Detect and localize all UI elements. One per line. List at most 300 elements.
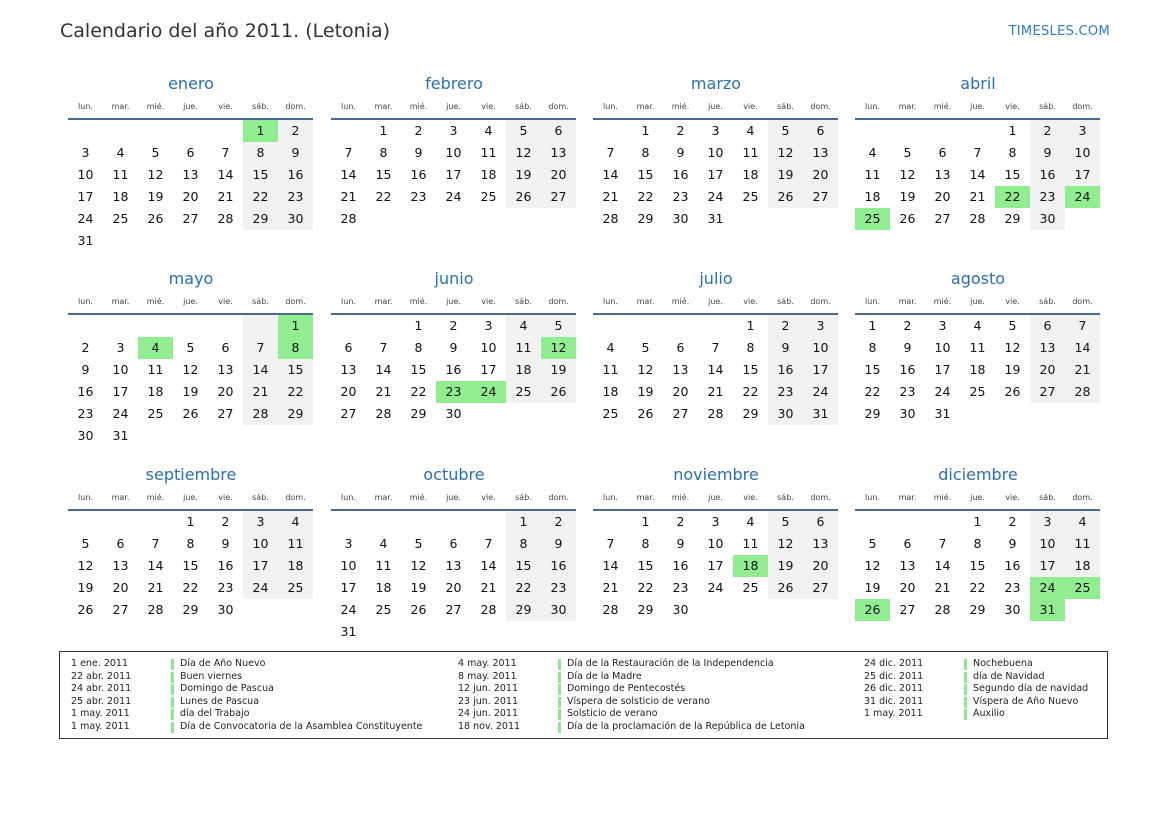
day-cell[interactable]: 9 xyxy=(903,340,912,355)
day-cell[interactable]: 26 xyxy=(147,211,164,226)
day-cell[interactable]: 20 xyxy=(340,384,357,399)
day-cell[interactable]: 23 xyxy=(217,580,234,595)
day-cell[interactable]: 24 xyxy=(340,602,357,617)
day-cell[interactable]: 23 xyxy=(541,577,576,599)
day-cell[interactable]: 23 xyxy=(410,189,427,204)
day-cell[interactable]: 12 xyxy=(541,337,576,359)
day-cell[interactable]: 6 xyxy=(803,511,838,533)
day-cell[interactable]: 5 xyxy=(506,120,541,142)
day-cell[interactable]: 1 xyxy=(641,123,650,138)
day-cell[interactable]: 16 xyxy=(445,362,462,377)
day-cell[interactable]: 25 xyxy=(278,577,313,599)
day-cell[interactable]: 24 xyxy=(77,211,94,226)
day-cell[interactable]: 14 xyxy=(602,167,619,182)
day-cell[interactable]: 29 xyxy=(637,602,654,617)
day-cell[interactable]: 17 xyxy=(77,189,94,204)
day-cell[interactable]: 6 xyxy=(449,536,458,551)
day-cell[interactable]: 8 xyxy=(379,145,388,160)
day-cell[interactable]: 28 xyxy=(147,602,164,617)
day-cell[interactable]: 29 xyxy=(637,211,654,226)
day-cell[interactable]: 14 xyxy=(243,359,278,381)
day-cell[interactable]: 25 xyxy=(506,381,541,403)
day-cell[interactable]: 22 xyxy=(506,577,541,599)
day-cell[interactable]: 10 xyxy=(340,558,357,573)
day-cell[interactable]: 26 xyxy=(899,211,916,226)
day-cell[interactable]: 27 xyxy=(803,186,838,208)
day-cell[interactable]: 5 xyxy=(903,145,912,160)
day-cell[interactable]: 30 xyxy=(541,599,576,621)
day-cell[interactable]: 16 xyxy=(217,558,234,573)
day-cell[interactable]: 24 xyxy=(445,189,462,204)
day-cell[interactable]: 27 xyxy=(1030,381,1065,403)
day-cell[interactable]: 5 xyxy=(186,340,195,355)
day-cell[interactable]: 23 xyxy=(899,384,916,399)
day-cell[interactable]: 5 xyxy=(414,536,423,551)
day-cell[interactable]: 25 xyxy=(112,211,129,226)
day-cell[interactable]: 24 xyxy=(803,381,838,403)
day-cell[interactable]: 23 xyxy=(672,189,689,204)
day-cell[interactable]: 3 xyxy=(484,318,493,333)
day-cell[interactable]: 1 xyxy=(868,318,877,333)
day-cell[interactable]: 26 xyxy=(182,406,199,421)
day-cell[interactable]: 28 xyxy=(707,406,724,421)
day-cell[interactable]: 29 xyxy=(742,406,759,421)
day-cell[interactable]: 22 xyxy=(375,189,392,204)
day-cell[interactable]: 7 xyxy=(151,536,160,551)
day-cell[interactable]: 3 xyxy=(1030,511,1065,533)
day-cell[interactable]: 21 xyxy=(969,189,986,204)
day-cell[interactable]: 24 xyxy=(707,580,724,595)
day-cell[interactable]: 13 xyxy=(1030,337,1065,359)
day-cell[interactable]: 16 xyxy=(768,359,803,381)
day-cell[interactable]: 22 xyxy=(410,384,427,399)
day-cell[interactable]: 17 xyxy=(340,580,357,595)
day-cell[interactable]: 1 xyxy=(506,511,541,533)
day-cell[interactable]: 2 xyxy=(278,120,313,142)
day-cell[interactable]: 7 xyxy=(221,145,230,160)
day-cell[interactable]: 4 xyxy=(868,145,877,160)
day-cell[interactable]: 30 xyxy=(445,406,462,421)
day-cell[interactable]: 21 xyxy=(340,189,357,204)
day-cell[interactable]: 11 xyxy=(602,362,619,377)
day-cell[interactable]: 20 xyxy=(803,164,838,186)
day-cell[interactable]: 1 xyxy=(186,514,195,529)
day-cell[interactable]: 18 xyxy=(1065,555,1100,577)
day-cell[interactable]: 5 xyxy=(868,536,877,551)
day-cell[interactable]: 2 xyxy=(221,514,230,529)
day-cell[interactable]: 17 xyxy=(112,384,129,399)
day-cell[interactable]: 1 xyxy=(278,315,313,337)
day-cell[interactable]: 10 xyxy=(77,167,94,182)
day-cell[interactable]: 8 xyxy=(506,533,541,555)
day-cell[interactable]: 19 xyxy=(637,384,654,399)
day-cell[interactable]: 26 xyxy=(410,602,427,617)
brand-link[interactable]: TIMESLES.COM xyxy=(1008,24,1110,39)
day-cell[interactable]: 23 xyxy=(77,406,94,421)
day-cell[interactable]: 20 xyxy=(1030,359,1065,381)
day-cell[interactable]: 22 xyxy=(995,186,1030,208)
day-cell[interactable]: 7 xyxy=(606,536,615,551)
day-cell[interactable]: 6 xyxy=(1030,315,1065,337)
day-cell[interactable]: 23 xyxy=(1030,186,1065,208)
day-cell[interactable]: 29 xyxy=(1004,211,1021,226)
day-cell[interactable]: 20 xyxy=(541,164,576,186)
day-cell[interactable]: 22 xyxy=(864,384,881,399)
day-cell[interactable]: 4 xyxy=(379,536,388,551)
day-cell[interactable]: 21 xyxy=(375,384,392,399)
day-cell[interactable]: 21 xyxy=(217,189,234,204)
day-cell[interactable]: 12 xyxy=(864,558,881,573)
day-cell[interactable]: 3 xyxy=(711,514,720,529)
day-cell[interactable]: 16 xyxy=(672,167,689,182)
day-cell[interactable]: 16 xyxy=(278,164,313,186)
day-cell[interactable]: 3 xyxy=(116,340,125,355)
day-cell[interactable]: 31 xyxy=(934,406,951,421)
day-cell[interactable]: 8 xyxy=(414,340,423,355)
day-cell[interactable]: 1 xyxy=(641,514,650,529)
day-cell[interactable]: 12 xyxy=(506,142,541,164)
day-cell[interactable]: 30 xyxy=(672,211,689,226)
day-cell[interactable]: 30 xyxy=(768,403,803,425)
day-cell[interactable]: 29 xyxy=(506,599,541,621)
day-cell[interactable]: 22 xyxy=(969,580,986,595)
day-cell[interactable]: 15 xyxy=(410,362,427,377)
day-cell[interactable]: 28 xyxy=(602,602,619,617)
day-cell[interactable]: 26 xyxy=(768,186,803,208)
day-cell[interactable]: 5 xyxy=(1008,318,1017,333)
day-cell[interactable]: 3 xyxy=(803,315,838,337)
day-cell[interactable]: 5 xyxy=(768,511,803,533)
day-cell[interactable]: 10 xyxy=(112,362,129,377)
day-cell[interactable]: 17 xyxy=(934,362,951,377)
day-cell[interactable]: 7 xyxy=(711,340,720,355)
day-cell[interactable]: 27 xyxy=(672,406,689,421)
day-cell[interactable]: 9 xyxy=(768,337,803,359)
day-cell[interactable]: 11 xyxy=(969,340,986,355)
day-cell[interactable]: 5 xyxy=(768,120,803,142)
day-cell[interactable]: 1 xyxy=(243,120,278,142)
day-cell[interactable]: 25 xyxy=(147,406,164,421)
day-cell[interactable]: 10 xyxy=(1065,142,1100,164)
day-cell[interactable]: 13 xyxy=(803,142,838,164)
day-cell[interactable]: 10 xyxy=(480,340,497,355)
day-cell[interactable]: 9 xyxy=(414,145,423,160)
day-cell[interactable]: 10 xyxy=(707,145,724,160)
day-cell[interactable]: 2 xyxy=(676,123,685,138)
day-cell[interactable]: 9 xyxy=(676,536,685,551)
day-cell[interactable]: 15 xyxy=(1004,167,1021,182)
day-cell[interactable]: 9 xyxy=(1008,536,1017,551)
day-cell[interactable]: 16 xyxy=(1030,164,1065,186)
day-cell[interactable]: 20 xyxy=(803,555,838,577)
day-cell[interactable]: 14 xyxy=(934,558,951,573)
day-cell[interactable]: 22 xyxy=(243,186,278,208)
day-cell[interactable]: 23 xyxy=(672,580,689,595)
day-cell[interactable]: 19 xyxy=(864,580,881,595)
day-cell[interactable]: 19 xyxy=(147,189,164,204)
day-cell[interactable]: 4 xyxy=(973,318,982,333)
day-cell[interactable]: 3 xyxy=(1065,120,1100,142)
day-cell[interactable]: 13 xyxy=(672,362,689,377)
day-cell[interactable]: 5 xyxy=(641,340,650,355)
day-cell[interactable]: 27 xyxy=(445,602,462,617)
day-cell[interactable]: 28 xyxy=(480,602,497,617)
day-cell[interactable]: 4 xyxy=(278,511,313,533)
day-cell[interactable]: 19 xyxy=(410,580,427,595)
day-cell[interactable]: 12 xyxy=(768,533,803,555)
day-cell[interactable]: 9 xyxy=(81,362,90,377)
day-cell[interactable]: 8 xyxy=(641,536,650,551)
day-cell[interactable]: 5 xyxy=(541,315,576,337)
day-cell[interactable]: 12 xyxy=(1004,340,1021,355)
day-cell[interactable]: 24 xyxy=(1065,186,1100,208)
day-cell[interactable]: 13 xyxy=(803,533,838,555)
day-cell[interactable]: 14 xyxy=(340,167,357,182)
day-cell[interactable]: 3 xyxy=(81,145,90,160)
day-cell[interactable]: 11 xyxy=(864,167,881,182)
day-cell[interactable]: 31 xyxy=(707,211,724,226)
day-cell[interactable]: 7 xyxy=(938,536,947,551)
day-cell[interactable]: 23 xyxy=(436,381,471,403)
day-cell[interactable]: 3 xyxy=(243,511,278,533)
day-cell[interactable]: 25 xyxy=(742,189,759,204)
day-cell[interactable]: 17 xyxy=(1065,164,1100,186)
day-cell[interactable]: 28 xyxy=(934,602,951,617)
day-cell[interactable]: 26 xyxy=(637,406,654,421)
day-cell[interactable]: 25 xyxy=(969,384,986,399)
day-cell[interactable]: 13 xyxy=(112,558,129,573)
day-cell[interactable]: 2 xyxy=(449,318,458,333)
day-cell[interactable]: 6 xyxy=(541,120,576,142)
day-cell[interactable]: 30 xyxy=(1004,602,1021,617)
day-cell[interactable]: 8 xyxy=(868,340,877,355)
day-cell[interactable]: 17 xyxy=(445,167,462,182)
day-cell[interactable]: 7 xyxy=(1065,315,1100,337)
day-cell[interactable]: 14 xyxy=(375,362,392,377)
day-cell[interactable]: 16 xyxy=(672,558,689,573)
day-cell[interactable]: 16 xyxy=(77,384,94,399)
day-cell[interactable]: 21 xyxy=(934,580,951,595)
day-cell[interactable]: 27 xyxy=(899,602,916,617)
day-cell[interactable]: 21 xyxy=(480,580,497,595)
day-cell[interactable]: 4 xyxy=(746,123,755,138)
day-cell[interactable]: 2 xyxy=(541,511,576,533)
day-cell[interactable]: 6 xyxy=(803,120,838,142)
day-cell[interactable]: 15 xyxy=(278,359,313,381)
day-cell[interactable]: 28 xyxy=(602,211,619,226)
day-cell[interactable]: 9 xyxy=(1030,142,1065,164)
day-cell[interactable]: 31 xyxy=(1030,599,1065,621)
day-cell[interactable]: 8 xyxy=(243,142,278,164)
day-cell[interactable]: 22 xyxy=(182,580,199,595)
day-cell[interactable]: 20 xyxy=(445,580,462,595)
day-cell[interactable]: 19 xyxy=(899,189,916,204)
day-cell[interactable]: 27 xyxy=(340,406,357,421)
day-cell[interactable]: 8 xyxy=(1008,145,1017,160)
day-cell[interactable]: 6 xyxy=(344,340,353,355)
day-cell[interactable]: 22 xyxy=(637,189,654,204)
day-cell[interactable]: 25 xyxy=(742,580,759,595)
day-cell[interactable]: 24 xyxy=(707,189,724,204)
day-cell[interactable]: 2 xyxy=(676,514,685,529)
day-cell[interactable]: 21 xyxy=(602,189,619,204)
day-cell[interactable]: 17 xyxy=(243,555,278,577)
day-cell[interactable]: 26 xyxy=(768,577,803,599)
day-cell[interactable]: 21 xyxy=(602,580,619,595)
day-cell[interactable]: 12 xyxy=(899,167,916,182)
day-cell[interactable]: 21 xyxy=(243,381,278,403)
day-cell[interactable]: 6 xyxy=(903,536,912,551)
day-cell[interactable]: 4 xyxy=(506,315,541,337)
day-cell[interactable]: 19 xyxy=(182,384,199,399)
day-cell[interactable]: 22 xyxy=(278,381,313,403)
day-cell[interactable]: 29 xyxy=(278,403,313,425)
day-cell[interactable]: 1 xyxy=(414,318,423,333)
day-cell[interactable]: 4 xyxy=(484,123,493,138)
day-cell[interactable]: 26 xyxy=(77,602,94,617)
day-cell[interactable]: 22 xyxy=(637,580,654,595)
day-cell[interactable]: 28 xyxy=(243,403,278,425)
day-cell[interactable]: 25 xyxy=(375,602,392,617)
day-cell[interactable]: 12 xyxy=(182,362,199,377)
day-cell[interactable]: 20 xyxy=(899,580,916,595)
day-cell[interactable]: 18 xyxy=(375,580,392,595)
day-cell[interactable]: 18 xyxy=(480,167,497,182)
day-cell[interactable]: 4 xyxy=(1065,511,1100,533)
day-cell[interactable]: 15 xyxy=(864,362,881,377)
day-cell[interactable]: 3 xyxy=(344,536,353,551)
day-cell[interactable]: 16 xyxy=(410,167,427,182)
day-cell[interactable]: 7 xyxy=(243,337,278,359)
day-cell[interactable]: 27 xyxy=(541,186,576,208)
day-cell[interactable]: 17 xyxy=(803,359,838,381)
day-cell[interactable]: 22 xyxy=(742,384,759,399)
day-cell[interactable]: 16 xyxy=(899,362,916,377)
day-cell[interactable]: 31 xyxy=(340,624,357,639)
day-cell[interactable]: 20 xyxy=(217,384,234,399)
day-cell[interactable]: 27 xyxy=(182,211,199,226)
day-cell[interactable]: 2 xyxy=(414,123,423,138)
day-cell[interactable]: 24 xyxy=(112,406,129,421)
day-cell[interactable]: 31 xyxy=(803,403,838,425)
day-cell[interactable]: 10 xyxy=(243,533,278,555)
day-cell[interactable]: 9 xyxy=(541,533,576,555)
day-cell[interactable]: 19 xyxy=(768,555,803,577)
day-cell[interactable]: 25 xyxy=(1065,577,1100,599)
day-cell[interactable]: 8 xyxy=(278,337,313,359)
day-cell[interactable]: 6 xyxy=(116,536,125,551)
day-cell[interactable]: 19 xyxy=(541,359,576,381)
day-cell[interactable]: 24 xyxy=(934,384,951,399)
day-cell[interactable]: 28 xyxy=(969,211,986,226)
day-cell[interactable]: 29 xyxy=(969,602,986,617)
day-cell[interactable]: 5 xyxy=(81,536,90,551)
day-cell[interactable]: 15 xyxy=(742,362,759,377)
day-cell[interactable]: 11 xyxy=(278,533,313,555)
day-cell[interactable]: 13 xyxy=(445,558,462,573)
day-cell[interactable]: 17 xyxy=(707,167,724,182)
day-cell[interactable]: 20 xyxy=(112,580,129,595)
day-cell[interactable]: 14 xyxy=(1065,337,1100,359)
day-cell[interactable]: 27 xyxy=(803,577,838,599)
day-cell[interactable]: 21 xyxy=(707,384,724,399)
day-cell[interactable]: 18 xyxy=(602,384,619,399)
day-cell[interactable]: 14 xyxy=(969,167,986,182)
day-cell[interactable]: 9 xyxy=(449,340,458,355)
day-cell[interactable]: 30 xyxy=(1030,208,1065,230)
day-cell[interactable]: 26 xyxy=(506,186,541,208)
day-cell[interactable]: 3 xyxy=(449,123,458,138)
day-cell[interactable]: 23 xyxy=(1004,580,1021,595)
day-cell[interactable]: 29 xyxy=(410,406,427,421)
day-cell[interactable]: 18 xyxy=(112,189,129,204)
day-cell[interactable]: 6 xyxy=(676,340,685,355)
day-cell[interactable]: 7 xyxy=(379,340,388,355)
day-cell[interactable]: 23 xyxy=(278,186,313,208)
day-cell[interactable]: 13 xyxy=(182,167,199,182)
day-cell[interactable]: 1 xyxy=(746,318,755,333)
day-cell[interactable]: 17 xyxy=(480,362,497,377)
day-cell[interactable]: 7 xyxy=(606,145,615,160)
day-cell[interactable]: 9 xyxy=(278,142,313,164)
day-cell[interactable]: 25 xyxy=(602,406,619,421)
day-cell[interactable]: 11 xyxy=(112,167,129,182)
day-cell[interactable]: 12 xyxy=(77,558,94,573)
day-cell[interactable]: 13 xyxy=(934,167,951,182)
day-cell[interactable]: 7 xyxy=(344,145,353,160)
day-cell[interactable]: 24 xyxy=(471,381,506,403)
day-cell[interactable]: 11 xyxy=(480,145,497,160)
day-cell[interactable]: 27 xyxy=(934,211,951,226)
day-cell[interactable]: 20 xyxy=(182,189,199,204)
day-cell[interactable]: 15 xyxy=(637,558,654,573)
day-cell[interactable]: 20 xyxy=(672,384,689,399)
day-cell[interactable]: 8 xyxy=(186,536,195,551)
day-cell[interactable]: 12 xyxy=(147,167,164,182)
day-cell[interactable]: 15 xyxy=(375,167,392,182)
day-cell[interactable]: 19 xyxy=(768,164,803,186)
day-cell[interactable]: 11 xyxy=(506,337,541,359)
day-cell[interactable]: 30 xyxy=(672,602,689,617)
day-cell[interactable]: 15 xyxy=(506,555,541,577)
day-cell[interactable]: 7 xyxy=(973,145,982,160)
day-cell[interactable]: 18 xyxy=(278,555,313,577)
day-cell[interactable]: 18 xyxy=(864,189,881,204)
day-cell[interactable]: 15 xyxy=(637,167,654,182)
day-cell[interactable]: 17 xyxy=(1030,555,1065,577)
day-cell[interactable]: 18 xyxy=(147,384,164,399)
day-cell[interactable]: 18 xyxy=(742,167,759,182)
day-cell[interactable]: 15 xyxy=(243,164,278,186)
day-cell[interactable]: 26 xyxy=(855,599,890,621)
day-cell[interactable]: 12 xyxy=(637,362,654,377)
day-cell[interactable]: 13 xyxy=(340,362,357,377)
day-cell[interactable]: 14 xyxy=(480,558,497,573)
day-cell[interactable]: 2 xyxy=(1030,120,1065,142)
day-cell[interactable]: 9 xyxy=(676,145,685,160)
day-cell[interactable]: 4 xyxy=(138,337,173,359)
day-cell[interactable]: 11 xyxy=(147,362,164,377)
day-cell[interactable]: 2 xyxy=(81,340,90,355)
day-cell[interactable]: 20 xyxy=(934,189,951,204)
day-cell[interactable]: 2 xyxy=(768,315,803,337)
day-cell[interactable]: 28 xyxy=(340,211,357,226)
day-cell[interactable]: 27 xyxy=(217,406,234,421)
day-cell[interactable]: 5 xyxy=(151,145,160,160)
day-cell[interactable]: 4 xyxy=(116,145,125,160)
day-cell[interactable]: 6 xyxy=(221,340,230,355)
day-cell[interactable]: 18 xyxy=(733,555,768,577)
